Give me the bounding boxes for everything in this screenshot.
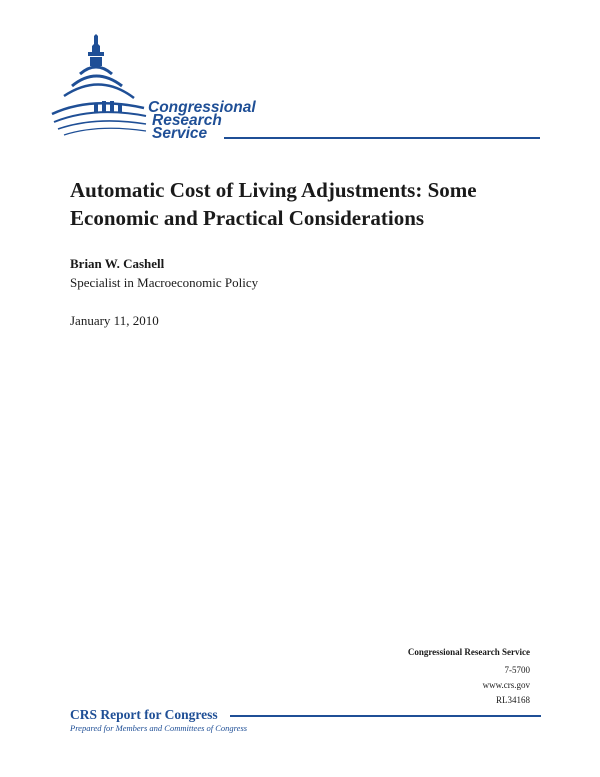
- info-website[interactable]: www.crs.gov: [482, 680, 530, 690]
- info-phone: 7-5700: [504, 665, 530, 675]
- footer-rule: [230, 715, 541, 717]
- logo-line-1: Congressional: [148, 99, 256, 116]
- logo-wordmark: [148, 101, 256, 140]
- capitol-dome-icon: [50, 30, 160, 150]
- logo-line-2: Research: [152, 112, 222, 129]
- footer-title: CRS Report for Congress: [70, 707, 218, 722]
- author-name: Brian W. Cashell: [70, 256, 165, 271]
- footer-subtitle: Prepared for Members and Committees of Congress: [70, 723, 248, 733]
- logo-line-3: Service: [152, 125, 208, 142]
- info-org: Congressional Research Service: [407, 647, 530, 657]
- logo-rule: [224, 137, 540, 139]
- author-role: Specialist in Macroeconomic Policy: [70, 275, 259, 290]
- report-date: January 11, 2010: [70, 313, 159, 328]
- report-info: [408, 645, 530, 708]
- info-report-number: RL34168: [495, 695, 530, 705]
- crs-logo: [50, 30, 550, 150]
- report-title: Automatic Cost of Living Adjustments: Some Economic and Practical Considerations: [70, 178, 477, 230]
